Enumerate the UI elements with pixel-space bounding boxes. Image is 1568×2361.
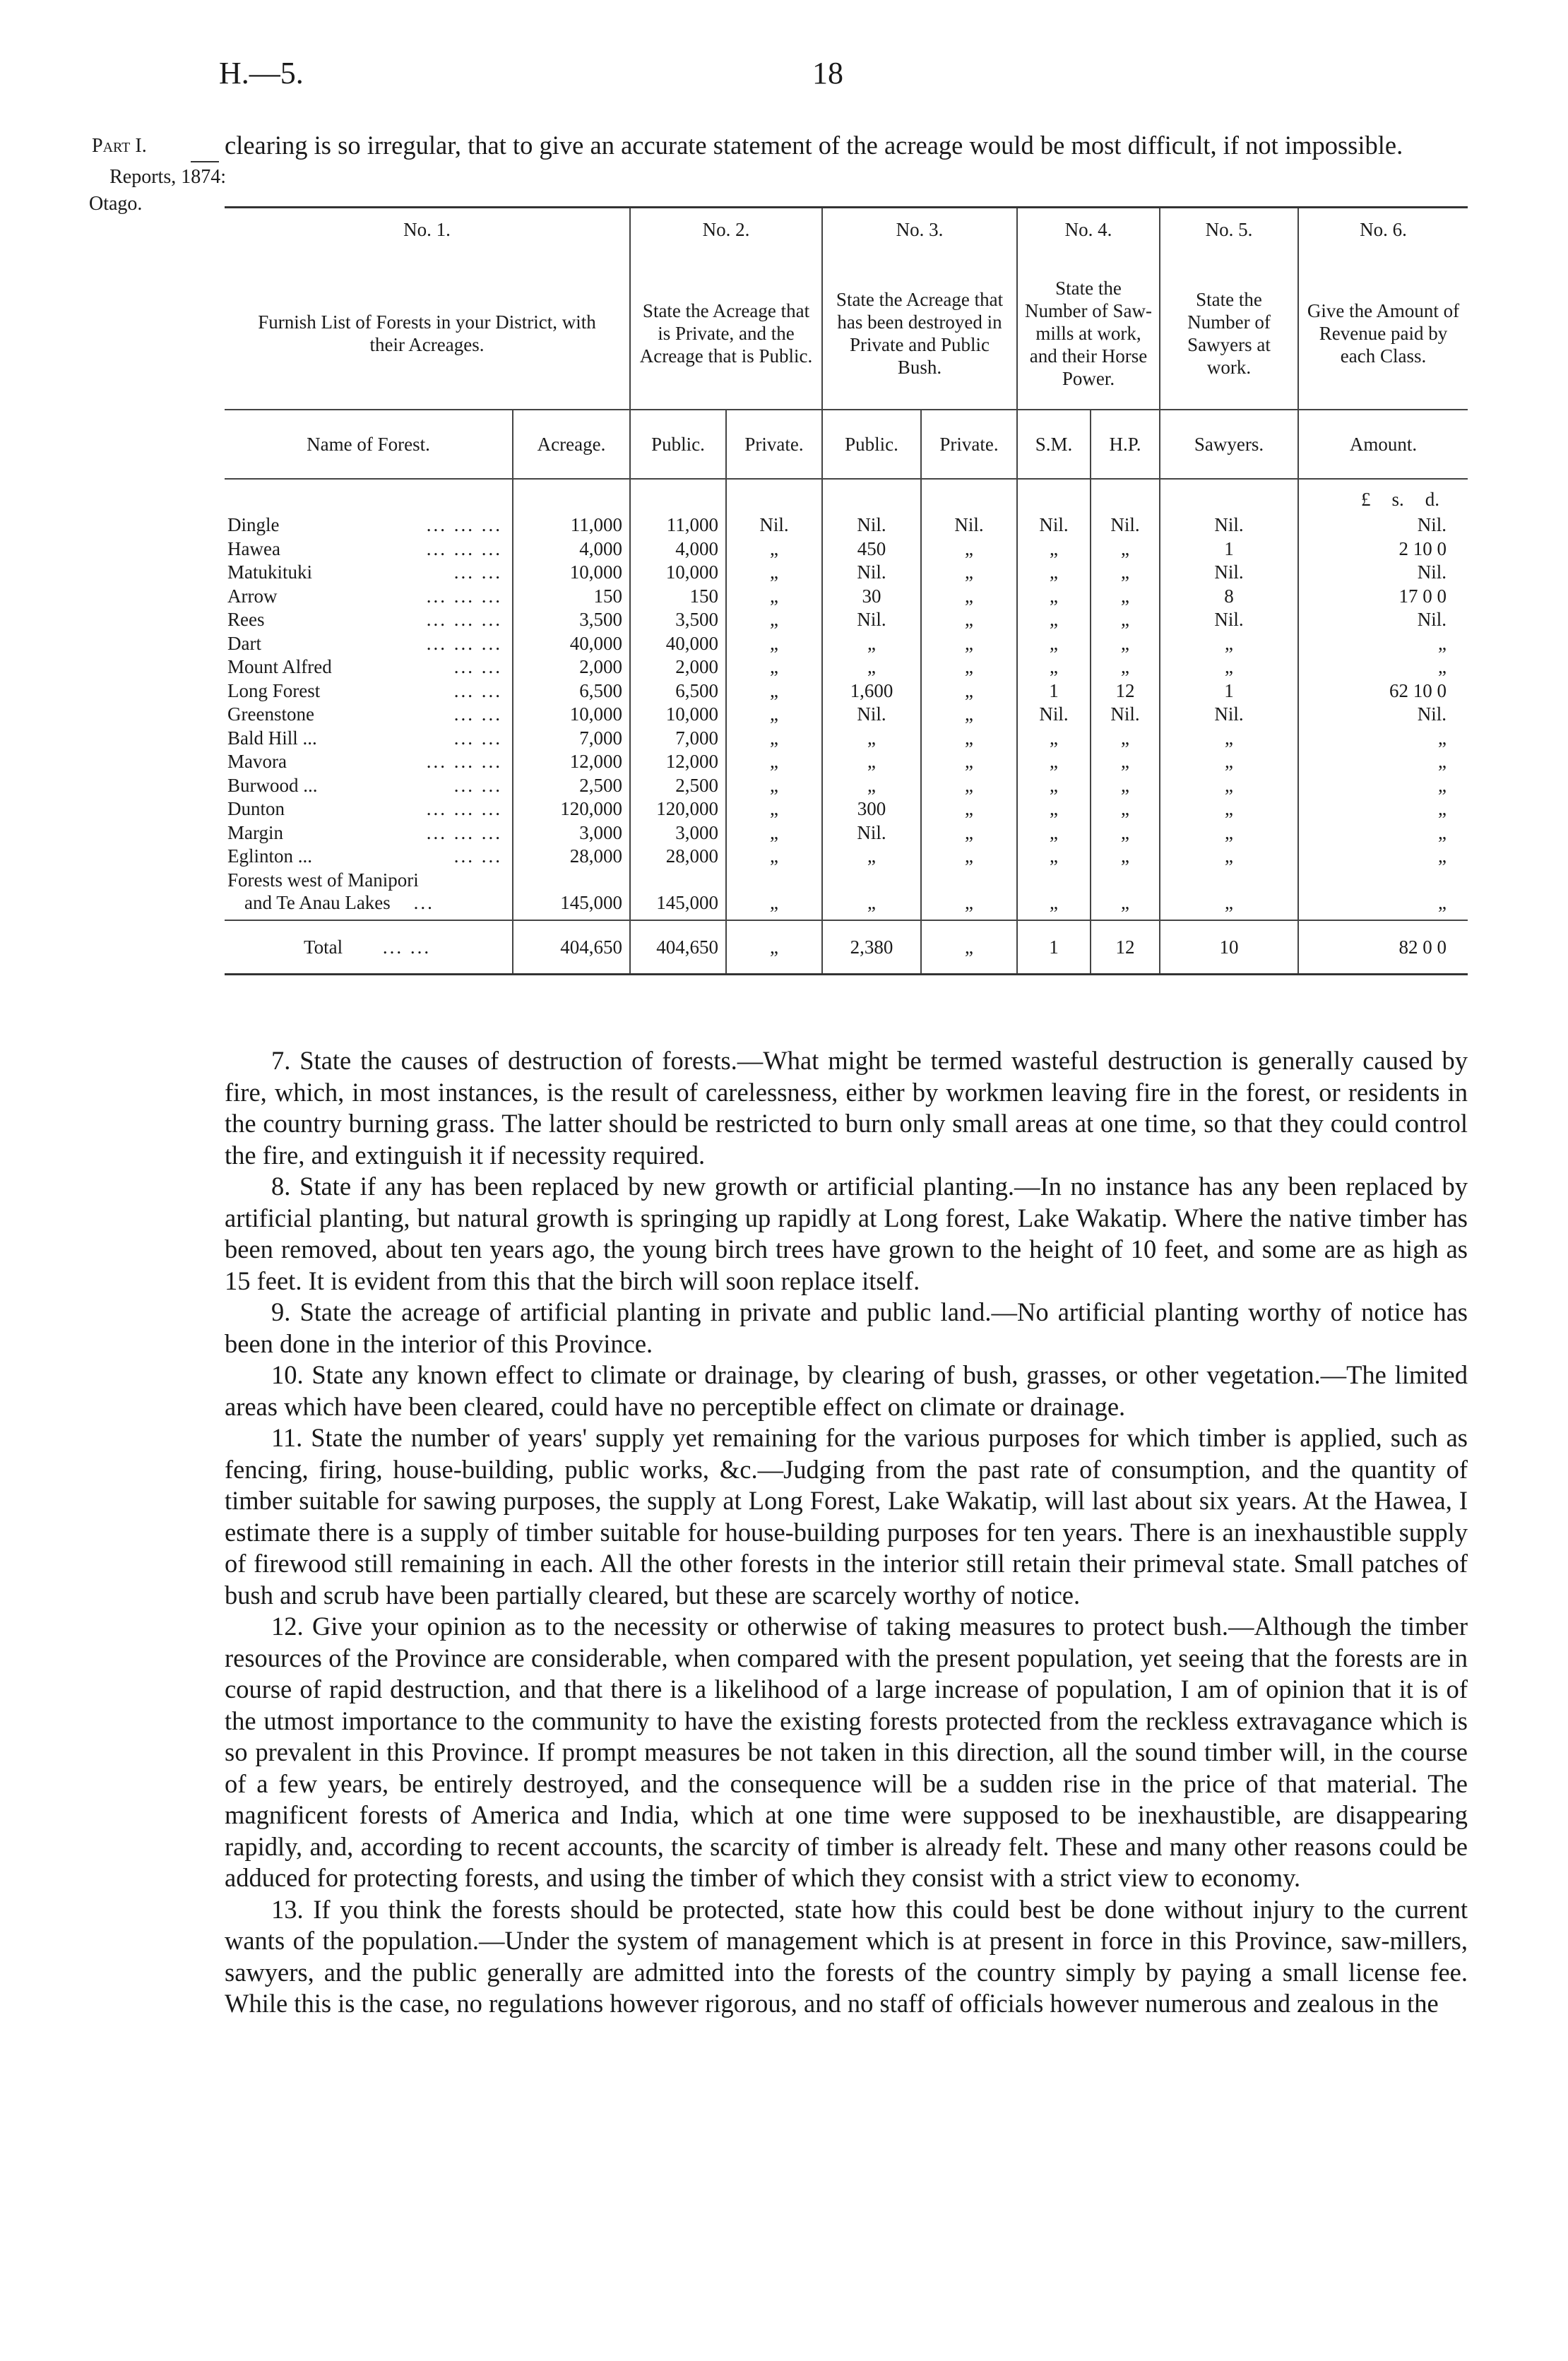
paragraph-13: 13. If you think the forests should be protected, state how this could best be done without injury to the current wants of the population.—Under the system of management which is at present in force in this Province, saw-millers, sawyers, and the public generally are admitted into the forests of the country simply by paying a small license fee. While this is the case, no regulations however rigorous, and no staff of officials however numerous and zealous in the <box>225 1894 1468 2018</box>
destroyed-private-cell: „ <box>921 727 1017 751</box>
sawmills-cell: „ <box>1017 537 1091 561</box>
horse-power-cell: „ <box>1091 869 1160 920</box>
question-text: State the Number of Sawyers at work. <box>1160 258 1298 410</box>
page-number: 18 <box>812 56 843 90</box>
destroyed-public-cell: Nil. <box>822 561 921 585</box>
questions-row <box>225 258 1468 410</box>
acreage-cell: 2,000 <box>513 655 630 679</box>
column-header: Private. <box>726 410 822 479</box>
sawmills-cell: „ <box>1017 561 1091 585</box>
column-header: Sawyers. <box>1160 410 1298 479</box>
destroyed-private-cell: Nil. <box>921 513 1017 537</box>
destroyed-private-cell: „ <box>921 585 1017 609</box>
side-note-rule <box>191 161 219 162</box>
public-cell: 145,000 <box>630 869 726 920</box>
table-row <box>225 537 1468 561</box>
amount-cell: „ <box>1298 845 1468 869</box>
amount-cell: Nil. <box>1298 513 1468 537</box>
sawmills-cell: „ <box>1017 608 1091 632</box>
public-cell: 40,000 <box>630 632 726 656</box>
horse-power-cell: „ <box>1091 797 1160 821</box>
units-row <box>225 479 1468 513</box>
currency-units <box>1299 488 1468 511</box>
total-label-cell: Total ... ... <box>225 920 513 975</box>
forest-name: Dunton ... ... ... <box>227 798 502 819</box>
destroyed-private-cell: „ <box>921 632 1017 656</box>
public-cell: 4,000 <box>630 537 726 561</box>
acreage-cell: 40,000 <box>513 632 630 656</box>
private-cell: „ <box>726 561 822 585</box>
public-cell: 120,000 <box>630 797 726 821</box>
question-number: No. 5. <box>1160 208 1298 258</box>
acreage-cell: 3,000 <box>513 821 630 845</box>
sawyers-cell: Nil. <box>1160 703 1298 727</box>
question-text: State the Acreage that is Private, and the Acreage that is Public. <box>630 258 822 410</box>
column-header: Private. <box>921 410 1017 479</box>
destroyed-public-cell: „ <box>822 655 921 679</box>
public-cell: 2,500 <box>630 774 726 798</box>
question-text: Furnish List of Forests in your District, with their Acreages. <box>258 311 596 355</box>
sawyers-cell: „ <box>1160 655 1298 679</box>
unit-shillings: s. <box>1391 489 1404 510</box>
amount-cell: 62 10 0 <box>1298 679 1468 703</box>
sawyers-cell: „ <box>1160 750 1298 774</box>
sawmills-cell: „ <box>1017 585 1091 609</box>
sawmills-cell: „ <box>1017 750 1091 774</box>
side-note <box>85 133 226 218</box>
question-text: State the Number of Saw-mills at work, and their Horse Power. <box>1017 258 1160 410</box>
public-cell: 10,000 <box>630 703 726 727</box>
sawmills-cell: 1 <box>1017 679 1091 703</box>
table-row <box>225 679 1468 703</box>
paragraph-12: 12. Give your opinion as to the necessity or otherwise of taking measures to protect bush.—Although the timber resources of the Province are considerable, when compared with the present population, yet seeing that the forests are in course of rapid destruction, and that there is a likelihood of a large increase of population, I am of opinion that it is of the utmost importance to the community to have the existing forests protected from the reckless extravagance which is so prevalent in this Province. If prompt measures be not taken in this direction, all the sound timber will, in the course of a few years, be entirely destroyed, and the consequence will be a sudden rise in the price of that material. The magnificent forests of America and India, which at one time were supposed to be inexhaustible, are disappearing rapidly, and, according to recent accounts, the scarcity of timber is already felt. These and many other reasons could be adduced for protecting forests, and using the timber of which they consist with a strict view to economy. <box>225 1612 1468 1892</box>
question-numbers-row <box>225 208 1468 258</box>
sawmills-cell: „ <box>1017 774 1091 798</box>
column-header: Amount. <box>1298 410 1468 479</box>
destroyed-private-cell: „ <box>921 537 1017 561</box>
table-row <box>225 797 1468 821</box>
table-row <box>225 774 1468 798</box>
public-cell: 6,500 <box>630 679 726 703</box>
acreage-cell: 12,000 <box>513 750 630 774</box>
intro-text <box>225 130 1468 162</box>
destroyed-private-cell: „ <box>921 869 1017 920</box>
table-row <box>225 750 1468 774</box>
total-row <box>225 920 1468 975</box>
destroyed-private-cell: „ <box>921 845 1017 869</box>
horse-power-cell: „ <box>1091 750 1160 774</box>
destroyed-private-cell: „ <box>921 608 1017 632</box>
acreage-cell: 6,500 <box>513 679 630 703</box>
amount-cell: „ <box>1298 655 1468 679</box>
amount-cell: 2 10 0 <box>1298 537 1468 561</box>
horse-power-cell: „ <box>1091 632 1160 656</box>
private-cell: „ <box>726 585 822 609</box>
sawyers-cell: Nil. <box>1160 513 1298 537</box>
horse-power-cell: „ <box>1091 585 1160 609</box>
column-header: Name of Forest. <box>225 410 513 479</box>
horse-power-cell: Nil. <box>1091 513 1160 537</box>
sawmills-cell: Nil. <box>1017 703 1091 727</box>
destroyed-public-cell: „ <box>822 727 921 751</box>
destroyed-private-cell: „ <box>921 703 1017 727</box>
sawmills-cell: „ <box>1017 797 1091 821</box>
sawyers-cell: Nil. <box>1160 608 1298 632</box>
column-header: H.P. <box>1091 410 1160 479</box>
destroyed-public-cell: 450 <box>822 537 921 561</box>
horse-power-cell: „ <box>1091 774 1160 798</box>
table-row <box>225 727 1468 751</box>
table-row <box>225 513 1468 537</box>
sawmills-cell: „ <box>1017 821 1091 845</box>
destroyed-public-cell: „ <box>822 869 921 920</box>
horse-power-cell: „ <box>1091 561 1160 585</box>
sawyers-cell: 8 <box>1160 585 1298 609</box>
table-row <box>225 845 1468 869</box>
acreage-cell: 28,000 <box>513 845 630 869</box>
destroyed-public-cell: 1,600 <box>822 679 921 703</box>
question-text: State the Acreage that has been destroyed in Private and Public Bush. <box>822 258 1017 410</box>
forest-name: Margin ... ... ... <box>227 821 502 843</box>
table-row <box>225 655 1468 679</box>
unit-pounds: £ <box>1360 489 1371 510</box>
total-sawyers: 10 <box>1160 920 1298 975</box>
total-destroyed-private: „ <box>921 920 1017 975</box>
sawmills-cell: „ <box>1017 845 1091 869</box>
paragraph-8: 8. State if any has been replaced by new growth or artificial planting.—In no instance has any been replaced by artificial planting, but natural growth is springing up rapidly at Long forest, Lake Wakatip. Where the native timber has been removed, about ten years ago, the young birch trees have grown to the height of 10 feet, and some are as high as 15 feet. It is evident from this that the birch will soon replace itself. <box>225 1172 1468 1295</box>
destroyed-public-cell: 300 <box>822 797 921 821</box>
acreage-cell: 2,500 <box>513 774 630 798</box>
paragraph-11: 11. State the number of years' supply yet remaining for the various purposes for which timber is applied, such as fencing, firing, house-building, public works, &c.—Judging from the past rate of consumption, and the quantity of timber suitable for sawing purposes, the supply at Long Forest, Lake Wakatip, will last about six years. At the Hawea, I estimate there is a supply of timber suitable for house-building purposes for ten years. There is an inexhaustible supply of firewood still remaining in each. All the other forests in the interior still retain their primeval state. Small patches of bush and scrub have been partially cleared, but these are scarcely worthy of notice. <box>225 1423 1468 1610</box>
destroyed-private-cell: „ <box>921 655 1017 679</box>
acreage-cell: 150 <box>513 585 630 609</box>
sawyers-cell: Nil. <box>1160 561 1298 585</box>
table-row <box>225 608 1468 632</box>
total-acreage: 404,650 <box>513 920 630 975</box>
sawyers-cell: 1 <box>1160 679 1298 703</box>
acreage-cell: 3,500 <box>513 608 630 632</box>
forest-name: Hawea ... ... ... <box>227 537 502 559</box>
private-cell: „ <box>726 632 822 656</box>
forest-name: Mount Alfred ... ... <box>227 656 502 677</box>
amount-cell: „ <box>1298 869 1468 920</box>
forest-name: Bald Hill ... ... ... <box>227 727 502 749</box>
paragraph-10: 10. State any known effect to climate or drainage, by clearing of bush, grasses, or other vegetation.—The limited areas which have been cleared, could have no perceptible effect on climate or drainage. <box>225 1360 1468 1421</box>
forest-name: Arrow ... ... ... <box>227 585 502 607</box>
forest-name: Dart ... ... ... <box>227 632 502 654</box>
forest-name: Mavora ... ... ... <box>227 751 502 772</box>
amount-cell: „ <box>1298 821 1468 845</box>
answers-text <box>225 1045 1468 2020</box>
public-cell: 2,000 <box>630 655 726 679</box>
question-number: No. 2. <box>630 208 822 258</box>
question-number: No. 1. <box>403 219 451 240</box>
column-header: Public. <box>630 410 726 479</box>
forest-name: Rees ... ... ... <box>227 609 502 630</box>
forest-name: Forests west of Manipori and Te Anau Lakes ... <box>227 869 434 913</box>
private-cell: „ <box>726 845 822 869</box>
running-head: H.—5. <box>219 56 304 90</box>
horse-power-cell: 12 <box>1091 679 1160 703</box>
forest-name: Long Forest ... ... <box>227 679 502 701</box>
sawyers-cell: „ <box>1160 727 1298 751</box>
sawmills-cell: „ <box>1017 727 1091 751</box>
destroyed-public-cell: 30 <box>822 585 921 609</box>
sawmills-cell: „ <box>1017 869 1091 920</box>
destroyed-public-cell: Nil. <box>822 608 921 632</box>
horse-power-cell: „ <box>1091 727 1160 751</box>
table-row <box>225 703 1468 727</box>
destroyed-public-cell: „ <box>822 750 921 774</box>
total-destroyed-public: 2,380 <box>822 920 921 975</box>
column-header-row <box>225 410 1468 479</box>
private-cell: „ <box>726 655 822 679</box>
destroyed-private-cell: „ <box>921 561 1017 585</box>
public-cell: 7,000 <box>630 727 726 751</box>
public-cell: 10,000 <box>630 561 726 585</box>
total-private: „ <box>726 920 822 975</box>
destroyed-private-cell: „ <box>921 750 1017 774</box>
destroyed-private-cell: „ <box>921 679 1017 703</box>
total-public: 404,650 <box>630 920 726 975</box>
destroyed-public-cell: „ <box>822 774 921 798</box>
destroyed-public-cell: „ <box>822 632 921 656</box>
private-cell: „ <box>726 727 822 751</box>
destroyed-public-cell: Nil. <box>822 513 921 537</box>
sawmills-cell: „ <box>1017 632 1091 656</box>
amount-cell: „ <box>1298 797 1468 821</box>
amount-cell: Nil. <box>1298 561 1468 585</box>
destroyed-public-cell: Nil. <box>822 703 921 727</box>
question-number: No. 4. <box>1017 208 1160 258</box>
horse-power-cell: „ <box>1091 608 1160 632</box>
private-cell: „ <box>726 821 822 845</box>
sawmills-cell: Nil. <box>1017 513 1091 537</box>
acreage-cell: 7,000 <box>513 727 630 751</box>
column-header: Public. <box>822 410 921 479</box>
public-cell: 3,500 <box>630 608 726 632</box>
amount-cell: Nil. <box>1298 703 1468 727</box>
sawyers-cell: „ <box>1160 632 1298 656</box>
horse-power-cell: „ <box>1091 537 1160 561</box>
acreage-cell: 10,000 <box>513 703 630 727</box>
unit-pence: d. <box>1425 489 1439 510</box>
forest-name: Burwood ... ... ... <box>227 774 502 796</box>
horse-power-cell: Nil. <box>1091 703 1160 727</box>
acreage-cell: 11,000 <box>513 513 630 537</box>
public-cell: 28,000 <box>630 845 726 869</box>
paragraph-9: 9. State the acreage of artificial planting in private and public land.—No artificial planting worthy of notice has been done in the interior of this Province. <box>225 1297 1468 1358</box>
paragraph-7: 7. State the causes of destruction of forests.—What might be termed wasteful destruction is generally caused by fire, which, in most instances, is the result of carelessness, either by workmen leaving fire in the forest, or residents in the country burning grass. The latter should be restricted to burn only small areas at one time, so that they could control the fire, and extinguish it if necessity required. <box>225 1046 1468 1170</box>
sawyers-cell: 1 <box>1160 537 1298 561</box>
sawyers-cell: „ <box>1160 869 1298 920</box>
table-row <box>225 632 1468 656</box>
destroyed-public-cell: Nil. <box>822 821 921 845</box>
private-cell: „ <box>726 537 822 561</box>
private-cell: „ <box>726 774 822 798</box>
table-row <box>225 585 1468 609</box>
forest-name: Matukituki ... ... <box>227 561 502 583</box>
destroyed-private-cell: „ <box>921 821 1017 845</box>
sawyers-cell: „ <box>1160 821 1298 845</box>
column-header: Acreage. <box>513 410 630 479</box>
destroyed-public-cell: „ <box>822 845 921 869</box>
side-note-province: Otago. <box>89 193 143 215</box>
horse-power-cell: „ <box>1091 845 1160 869</box>
private-cell: „ <box>726 608 822 632</box>
private-cell: „ <box>726 750 822 774</box>
column-header: S.M. <box>1017 410 1091 479</box>
amount-cell: „ <box>1298 774 1468 798</box>
horse-power-cell: „ <box>1091 821 1160 845</box>
acreage-cell: 120,000 <box>513 797 630 821</box>
amount-cell: „ <box>1298 632 1468 656</box>
table-body <box>225 513 1468 869</box>
sawyers-cell: „ <box>1160 845 1298 869</box>
table-row <box>225 561 1468 585</box>
amount-cell: „ <box>1298 750 1468 774</box>
private-cell: „ <box>726 679 822 703</box>
total-sawmills: 1 <box>1017 920 1091 975</box>
sawmills-cell: „ <box>1017 655 1091 679</box>
destroyed-private-cell: „ <box>921 797 1017 821</box>
forest-name: Eglinton ... ... ... <box>227 845 502 867</box>
side-note-reports: Reports, 1874: <box>109 166 226 188</box>
amount-cell: Nil. <box>1298 608 1468 632</box>
horse-power-cell: „ <box>1091 655 1160 679</box>
question-text: Give the Amount of Revenue paid by each Class. <box>1298 258 1468 410</box>
acreage-cell: 145,000 <box>513 869 630 920</box>
private-cell: Nil. <box>726 513 822 537</box>
total-horse-power: 12 <box>1091 920 1160 975</box>
forest-name: Dingle ... ... ... <box>227 514 502 535</box>
forest-table <box>225 206 1468 975</box>
amount-cell: „ <box>1298 727 1468 751</box>
public-cell: 11,000 <box>630 513 726 537</box>
private-cell: „ <box>726 869 822 920</box>
destroyed-private-cell: „ <box>921 774 1017 798</box>
private-cell: „ <box>726 797 822 821</box>
public-cell: 150 <box>630 585 726 609</box>
question-number: No. 3. <box>822 208 1017 258</box>
forest-name: Greenstone ... ... <box>227 703 502 725</box>
amount-cell: 17 0 0 <box>1298 585 1468 609</box>
sawyers-cell: „ <box>1160 797 1298 821</box>
total-amount: 82 0 0 <box>1298 920 1468 975</box>
acreage-cell: 4,000 <box>513 537 630 561</box>
acreage-cell: 10,000 <box>513 561 630 585</box>
table-row <box>225 821 1468 845</box>
private-cell: „ <box>726 703 822 727</box>
public-cell: 3,000 <box>630 821 726 845</box>
sawyers-cell: „ <box>1160 774 1298 798</box>
public-cell: 12,000 <box>630 750 726 774</box>
side-note-part: Part I. <box>92 135 147 157</box>
intro-paragraph: clearing is so irregular, that to give an accurate statement of the acreage would be most difficult, if not impossible. <box>225 131 1403 160</box>
table-row <box>225 869 1468 920</box>
question-number: No. 6. <box>1298 208 1468 258</box>
